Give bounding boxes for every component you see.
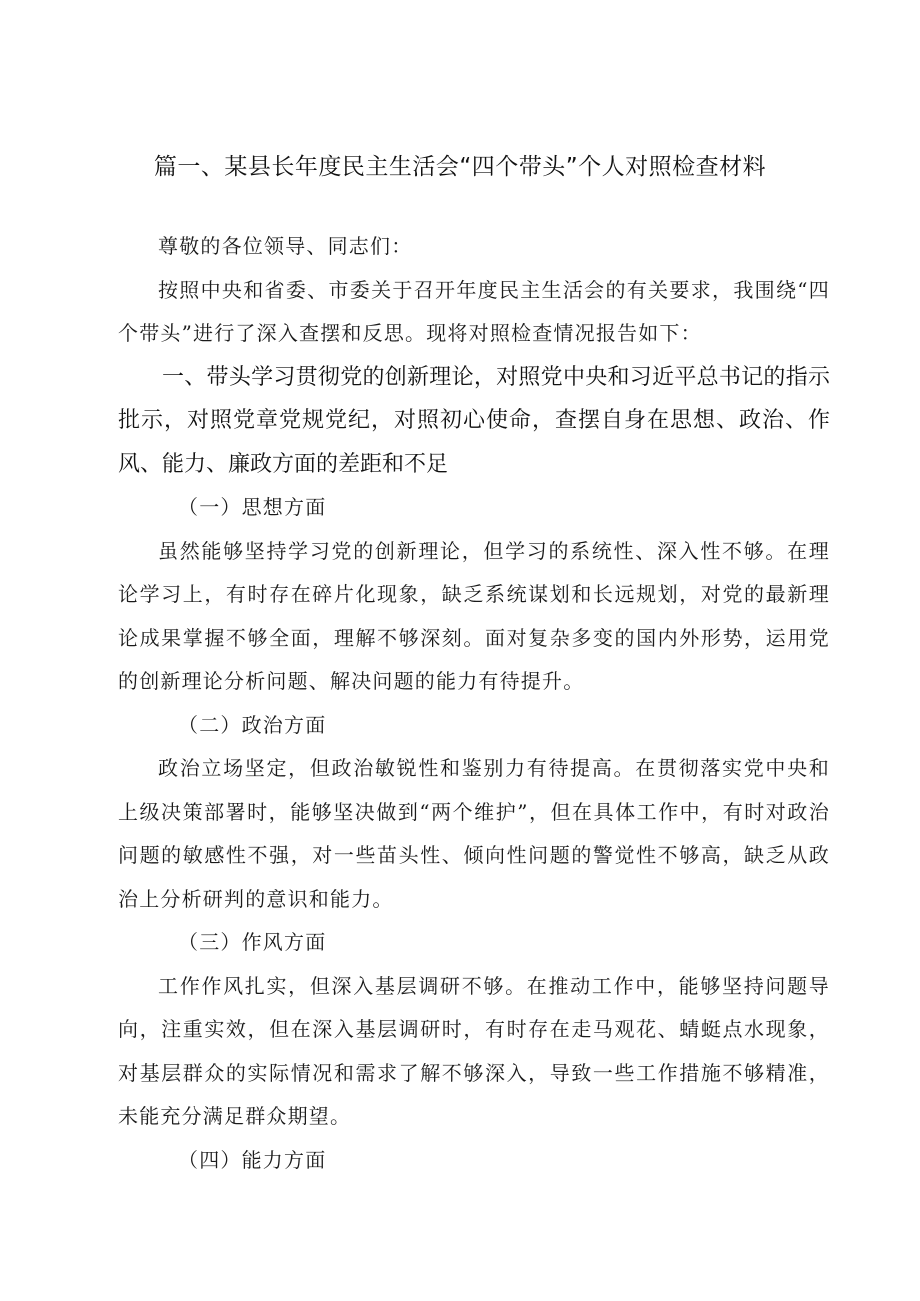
subsection-2-title: （二）政治方面	[178, 712, 327, 737]
greeting: 尊敬的各位领导、同志们：	[158, 234, 413, 258]
subsection-2-text: 政治立场坚定，但政治敏锐性和鉴别力有待提高。在贯彻落实党中央和上级决策部署时，能够坚决做到“两个维护”，但在具体工作中，有时对政治问题的敏感性不强，对一些苗头性、倾向性问题的警觉性不够高，缺乏从政治上分析研判的意识和能力。	[118, 756, 830, 911]
intro-paragraph: 按照中央和省委、市委关于召开年度民主生活会的有关要求，我围绕“四个带头”进行了深入查摆和反思。现将对照检查情况报告如下：	[118, 277, 830, 345]
subsection-1-text: 虽然能够坚持学习党的创新理论，但学习的系统性、深入性不够。在理论学习上，有时存在碎片化现象，缺乏系统谋划和长远规划，对党的最新理论成果掌握不够全面，理解不够深刻。面对复杂多变的国内外形势，运用党的创新理论分析问题、解决问题的能力有待提升。	[118, 538, 830, 693]
document-title: 篇一、某县长年度民主生活会“四个带头”个人对照检查材料	[153, 154, 767, 180]
subsection-1-title: （一）思想方面	[178, 495, 327, 519]
subsection-4-title: （四）能力方面	[178, 1147, 327, 1172]
section-1-heading: 一、带头学习贯彻党的创新理论，对照党中央和习近平总书记的指示批示，对照党章党规党纪，对照初心使命，查摆自身在思想、政治、作风、能力、廉政方面的差距和不足	[118, 364, 830, 477]
document-body	[118, 225, 830, 1182]
subsection-3-title: （三）作风方面	[178, 930, 327, 954]
subsection-3-text: 工作作风扎实，但深入基层调研不够。在推动工作中，能够坚持问题导向，注重实效，但在深入基层调研时，有时存在走马观花、蜻蜓点水现象，对基层群众的实际情况和需求了解不够深入，导致一些工作措施不够精准，未能充分满足群众期望。	[118, 973, 830, 1128]
